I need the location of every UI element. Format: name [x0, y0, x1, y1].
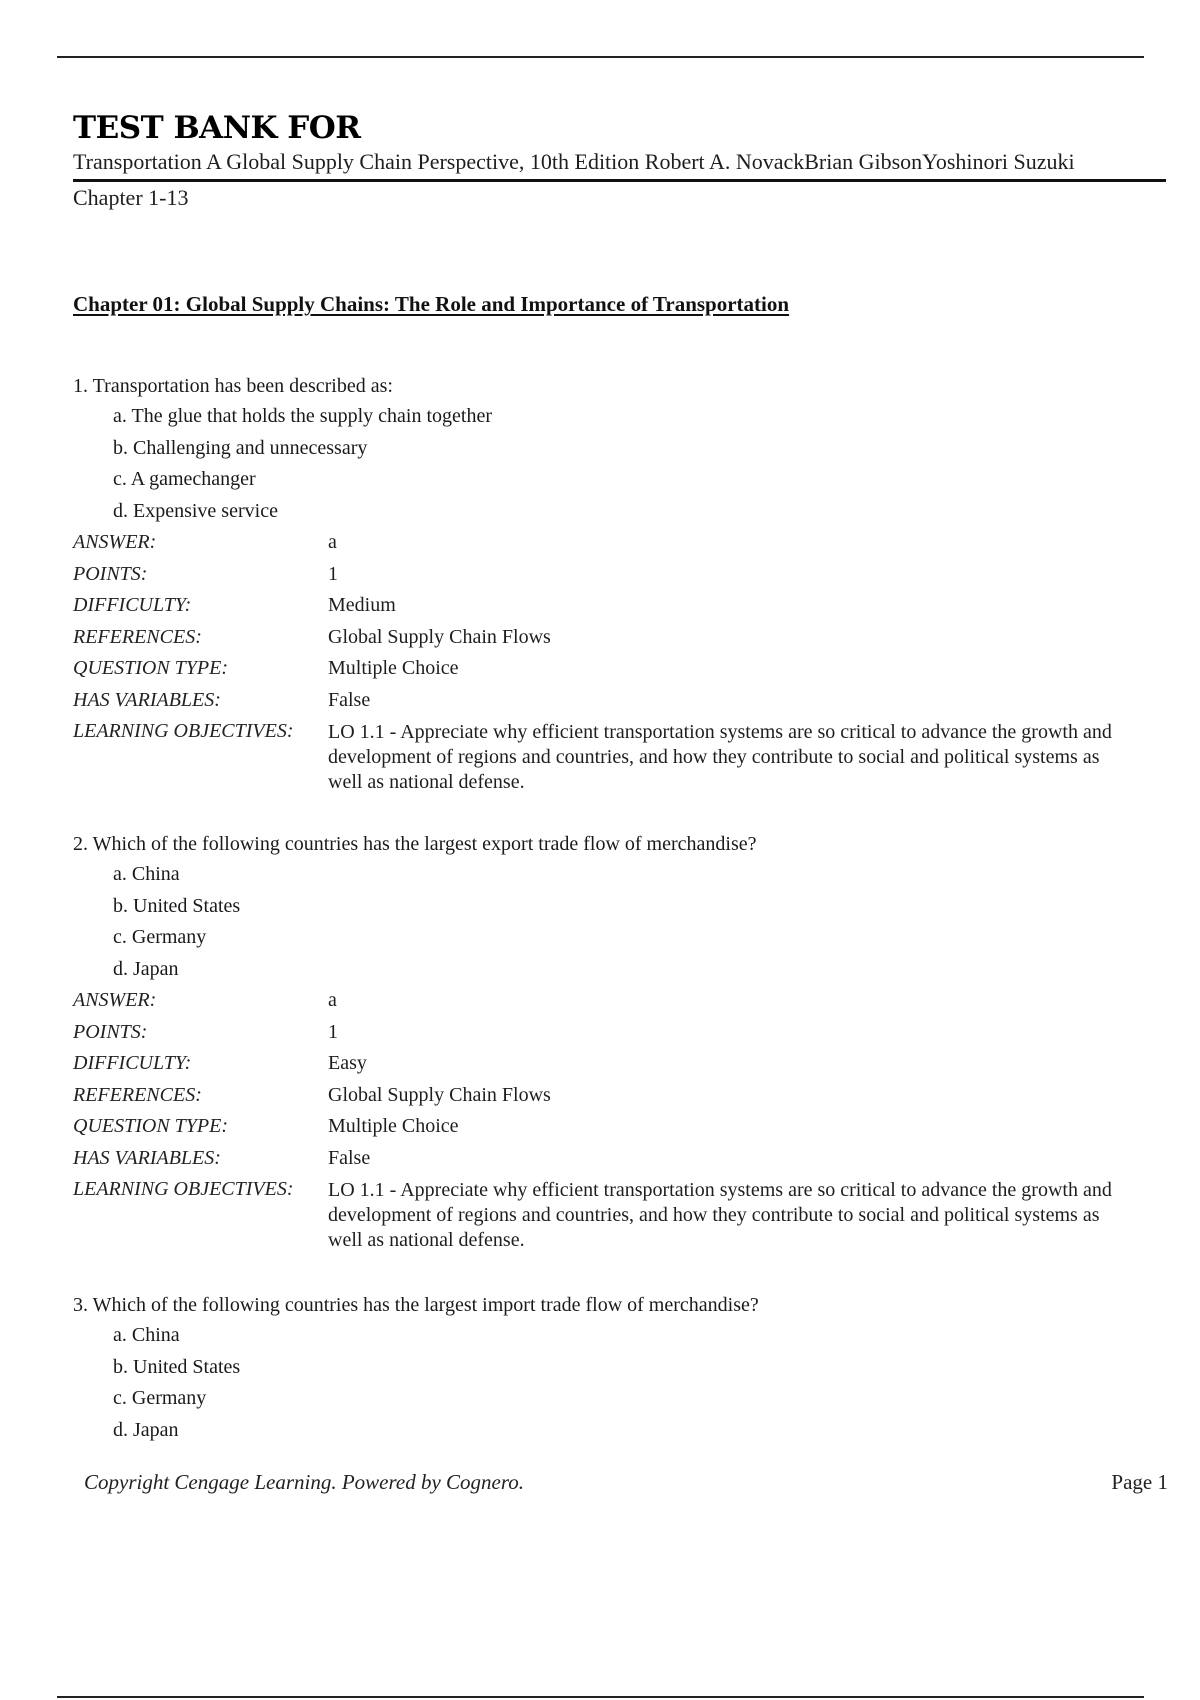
has-variables-label: HAS VARIABLES:: [73, 1146, 221, 1169]
difficulty-value: Medium: [328, 594, 396, 616]
choice-item: d. Expensive service: [113, 499, 278, 522]
references-value: Global Supply Chain Flows: [328, 1083, 551, 1106]
points-value: 1: [328, 1020, 338, 1043]
question-2: [73, 829, 1133, 1253]
choice-item: a. China: [113, 1324, 180, 1346]
references-value: Global Supply Chain Flows: [328, 625, 551, 648]
points-value: 1: [328, 562, 338, 585]
choice-item: b. Challenging and unnecessary: [113, 436, 368, 459]
document-title: TEST BANK FOR: [73, 110, 361, 146]
book-subtitle: Transportation A Global Supply Chain Perspective, 10th Edition Robert A. NovackBrian GibsonYoshinori Suzuki: [73, 149, 1075, 174]
has-variables-row: [73, 685, 1133, 717]
chapter-heading: Chapter 01: Global Supply Chains: The Role and Importance of Transportation: [73, 292, 790, 316]
choice-list: [73, 1320, 1133, 1446]
document-header: [73, 110, 1166, 212]
has-variables-value: False: [328, 688, 371, 711]
learning-objectives-label: LEARNING OBJECTIVES:: [73, 720, 294, 742]
question-type-row: [73, 653, 1133, 685]
answer-value: a: [328, 989, 337, 1011]
question-stem: 1. Transportation has been described as:: [73, 375, 393, 397]
references-row: [73, 1080, 1133, 1112]
question-stem: 2. Which of the following countries has the largest export trade flow of merchandise?: [73, 833, 757, 855]
learning-objectives-row: [73, 716, 1133, 795]
question-stem: 3. Which of the following countries has the largest import trade flow of merchandise?: [73, 1294, 759, 1316]
answer-label: ANSWER:: [73, 531, 157, 553]
learning-objectives-label: LEARNING OBJECTIVES:: [73, 1178, 294, 1200]
choice-item: c. Germany: [113, 926, 207, 948]
bottom-rule: [57, 1696, 1144, 1698]
points-label: POINTS:: [73, 1020, 148, 1043]
question-type-value: Multiple Choice: [328, 1115, 459, 1137]
choice-item: d. Japan: [113, 957, 179, 980]
references-label: REFERENCES:: [73, 625, 202, 648]
has-variables-row: [73, 1143, 1133, 1175]
has-variables-value: False: [328, 1146, 371, 1169]
difficulty-label: DIFFICULTY:: [73, 594, 192, 616]
top-rule: [57, 56, 1144, 58]
choice-item: b. United States: [113, 1355, 241, 1378]
points-row: [73, 1017, 1133, 1049]
question-type-label: QUESTION TYPE:: [73, 657, 229, 679]
choice-item: b. United States: [113, 894, 241, 917]
question-type-label: QUESTION TYPE:: [73, 1115, 229, 1137]
choice-item: c. Germany: [113, 1387, 207, 1409]
points-row: [73, 559, 1133, 591]
answer-row: [73, 985, 1133, 1017]
question-3: [73, 1290, 1133, 1446]
learning-objectives-row: [73, 1174, 1133, 1253]
header-rule: [73, 179, 1166, 182]
answer-row: [73, 527, 1133, 559]
learning-objectives-value: LO 1.1 - Appreciate why efficient transportation systems are so critical to advance the growth and development of regions and countries, and how they contribute to social and political systems as well as national defense.: [328, 721, 1112, 793]
references-label: REFERENCES:: [73, 1083, 202, 1106]
page-number: Page 1: [1111, 1470, 1168, 1494]
choice-item: c. A gamechanger: [113, 468, 256, 490]
difficulty-row: [73, 1048, 1133, 1080]
difficulty-value: Easy: [328, 1052, 367, 1074]
difficulty-label: DIFFICULTY:: [73, 1052, 192, 1074]
question-1: [73, 371, 1133, 795]
references-row: [73, 622, 1133, 654]
choice-item: a. The glue that holds the supply chain together: [113, 405, 492, 427]
choice-list: [73, 859, 1133, 985]
choice-item: d. Japan: [113, 1418, 179, 1441]
learning-objectives-value: LO 1.1 - Appreciate why efficient transportation systems are so critical to advance the growth and development of regions and countries, and how they contribute to social and political systems as well as national defense.: [328, 1179, 1112, 1251]
question-type-value: Multiple Choice: [328, 657, 459, 679]
question-type-row: [73, 1111, 1133, 1143]
answer-value: a: [328, 531, 337, 553]
points-label: POINTS:: [73, 562, 148, 585]
copyright-footer: Copyright Cengage Learning. Powered by Cognero.: [84, 1470, 524, 1494]
has-variables-label: HAS VARIABLES:: [73, 688, 221, 711]
choice-list: [73, 401, 1133, 527]
answer-label: ANSWER:: [73, 989, 157, 1011]
difficulty-row: [73, 590, 1133, 622]
chapter-range: Chapter 1-13: [73, 185, 189, 210]
choice-item: a. China: [113, 863, 180, 885]
